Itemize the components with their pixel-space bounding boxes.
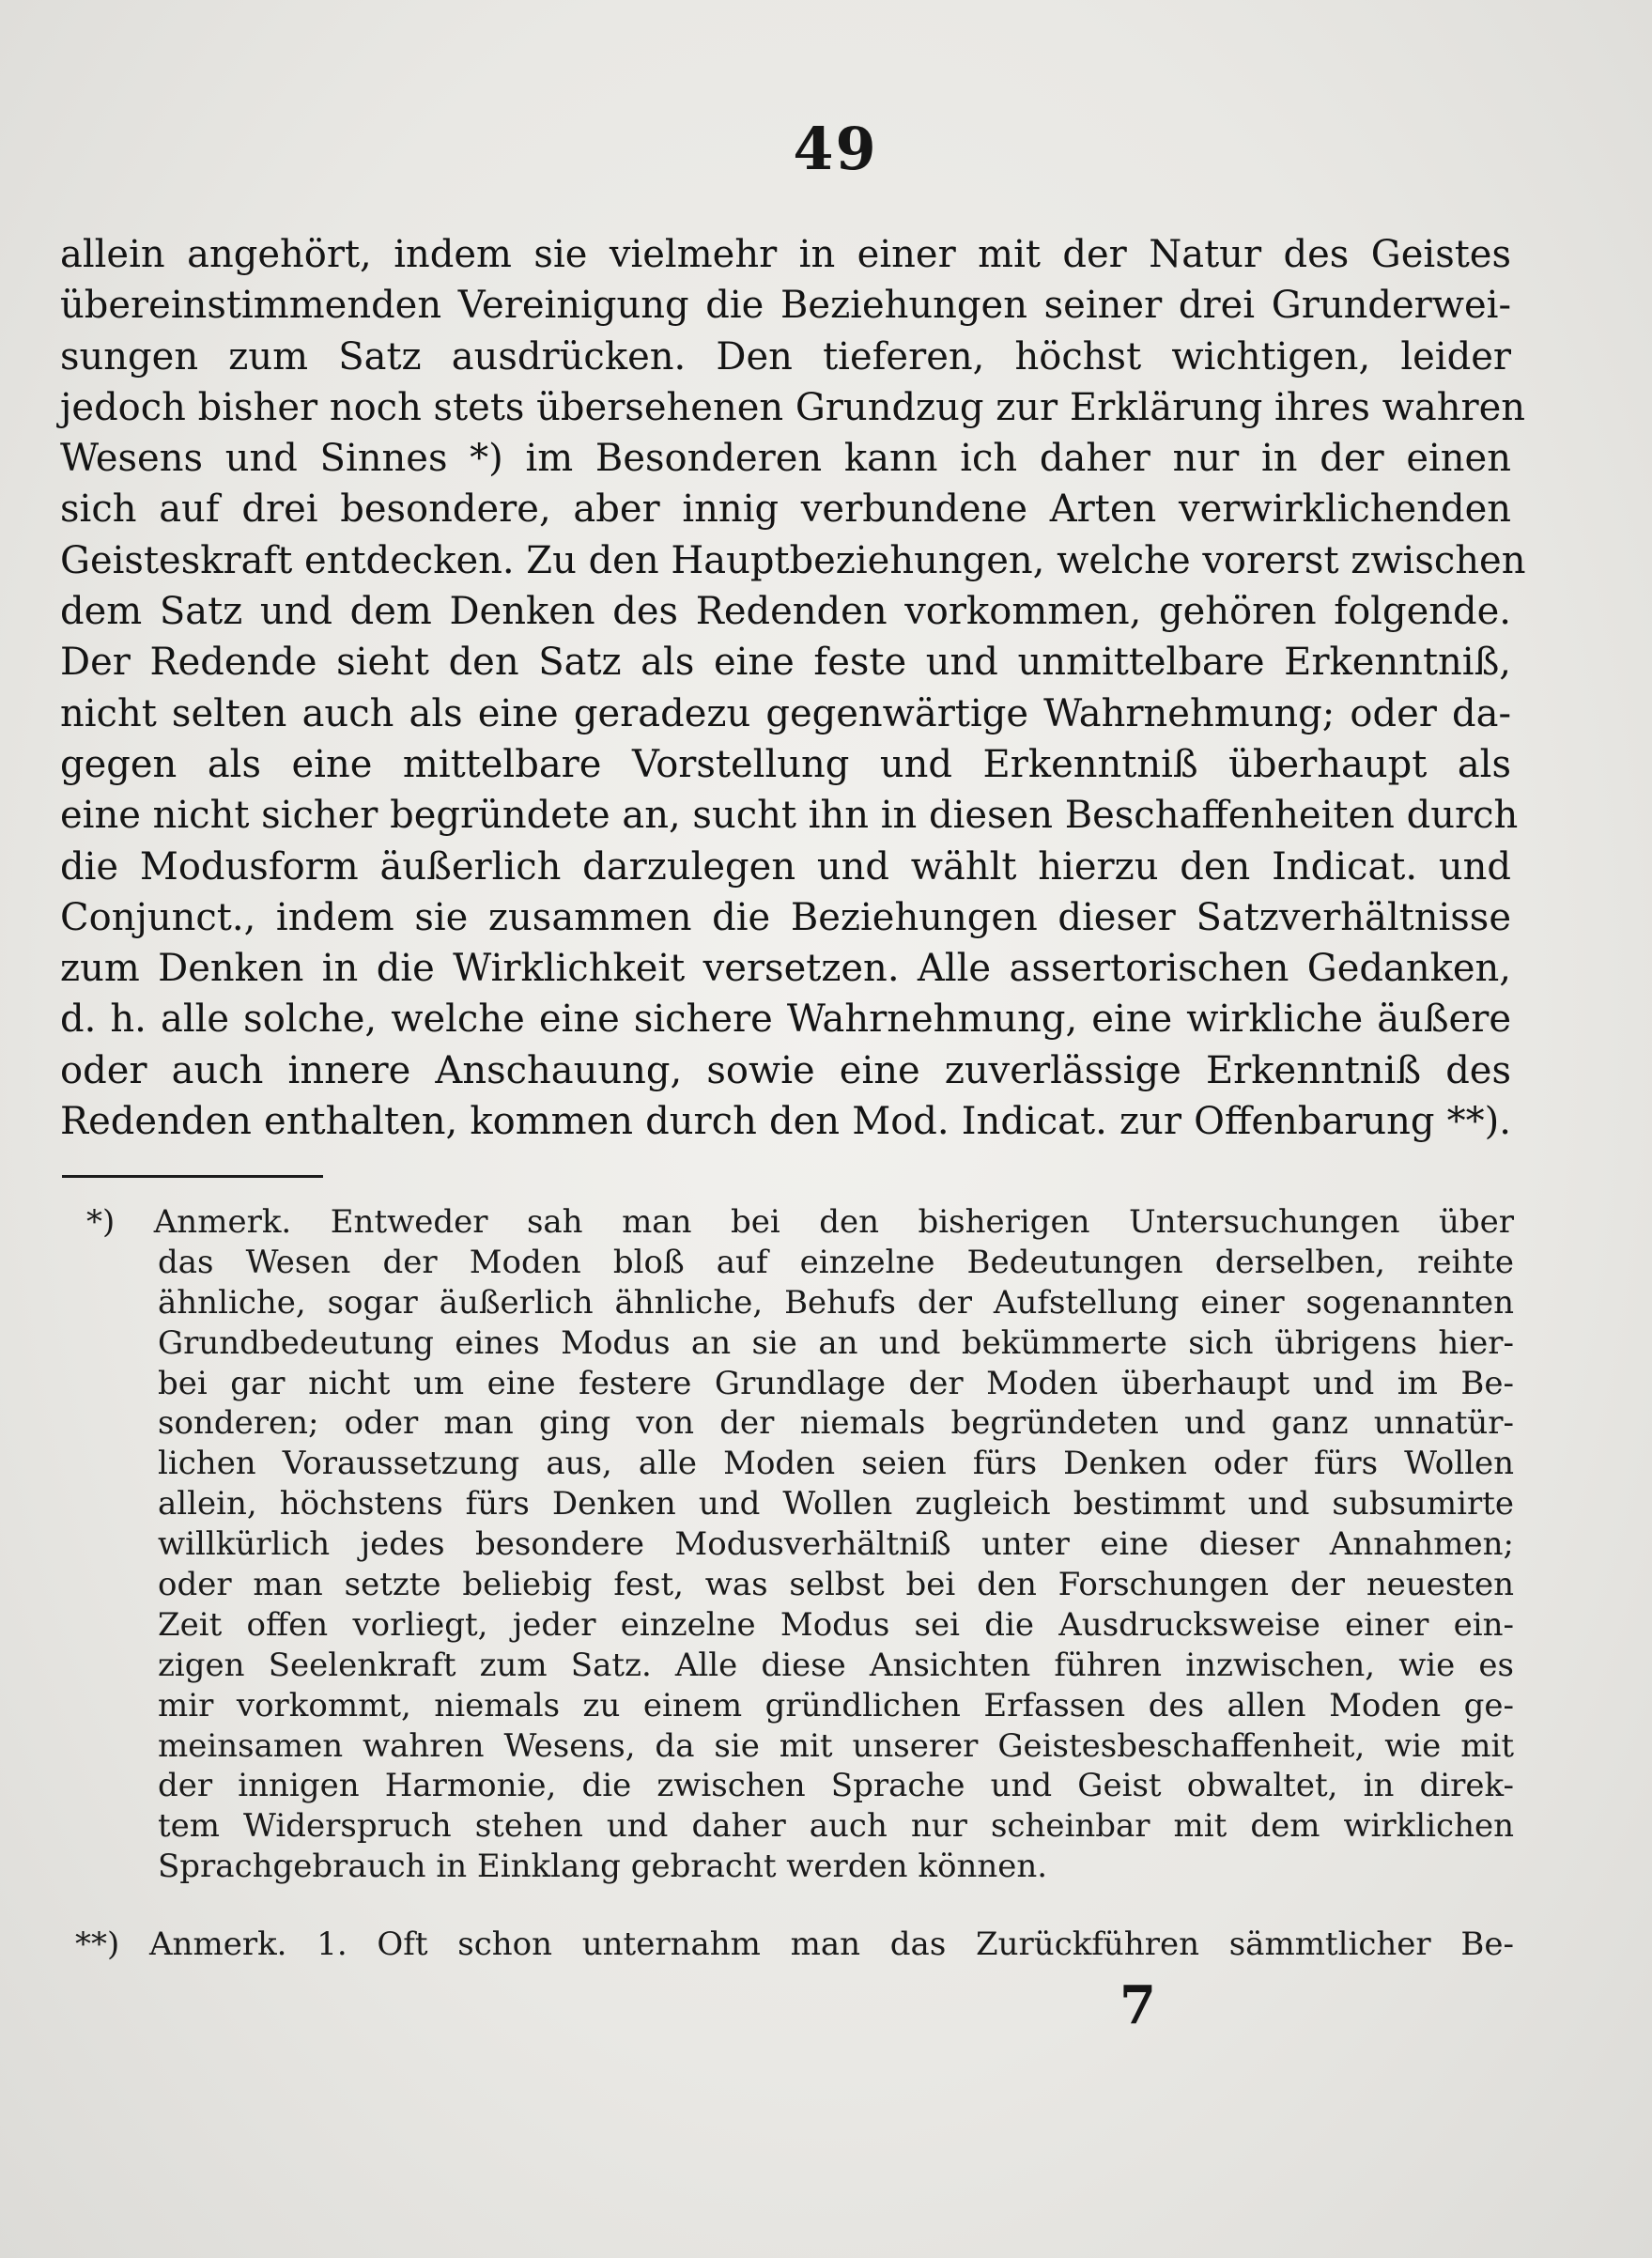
text-line: die Modusform äußerlich darzulegen und wählt hierzu den Indicat. und (60, 844, 1511, 889)
text-line: jedoch bisher noch stets übersehenen Grundzug zur Erklärung ihres wahren (60, 385, 1526, 429)
text-line: gegen als eine mittelbare Vorstellung und Erkenntniß überhaupt als (60, 742, 1511, 786)
footnote-line: *) Anmerk. Entweder sah man bei den bisherigen Untersuchungen über (86, 1203, 1514, 1241)
footnote-line: zigen Seelenkraft zum Satz. Alle diese Ansichten führen inzwischen, wie es (158, 1646, 1514, 1684)
footnote-2: **) Anmerk. 1. Oft schon unternahm man das Zurückführen sämmtlicher Be- (75, 1925, 1514, 1963)
text-line: eine nicht sicher begründete an, sucht ihn in diesen Beschaffenheiten durch (60, 794, 1519, 838)
text-line: nicht selten auch als eine geradezu gegenwärtige Wahrnehmung; oder da- (60, 691, 1511, 735)
footnote-line: tem Widerspruch stehen und daher auch nur scheinbar mit dem wirklichen (158, 1807, 1514, 1846)
footnote-line: ähnliche, sogar äußerlich ähnliche, Behufs der Aufstellung einer sogenannten (158, 1283, 1514, 1322)
footnote-line: bei gar nicht um eine festere Grundlage der Moden überhaupt und im Be- (158, 1364, 1514, 1402)
footnote-line: meinsamen wahren Wesens, da sie mit unserer Geistesbeschaffenheit, wie mit (158, 1726, 1514, 1765)
footnote-line: Zeit offen vorliegt, jeder einzelne Modus sei die Ausdrucksweise einer ein- (158, 1605, 1514, 1644)
footnote-line: oder man setzte beliebig fest, was selbst bei den Forschungen der neuesten (158, 1566, 1514, 1604)
text-line: sungen zum Satz ausdrücken. Den tieferen, höchst wichtigen, leider (60, 334, 1511, 379)
footnote-line: allein, höchstens fürs Denken und Wollen zugleich bestimmt und subsumirte (158, 1485, 1514, 1523)
footnote-line: mir vorkommt, niemals zu einem gründlichen Erfassen des allen Moden ge- (158, 1686, 1514, 1724)
footnote-separator (62, 1175, 323, 1178)
text-line: Redenden enthalten, kommen durch den Mod. Indicat. zur Offenbarung **). (60, 1100, 1511, 1144)
signature-mark: 7 (1119, 1974, 1156, 2036)
footnote-line: willkürlich jedes besondere Modusverhältniß unter eine dieser Annahmen; (158, 1525, 1514, 1564)
text-line: übereinstimmenden Vereinigung die Beziehungen seiner drei Grunderwei- (60, 284, 1511, 328)
text-line: oder auch innere Anschauung, sowie eine zuverlässige Erkenntniß des (60, 1048, 1511, 1092)
text-line: zum Denken in die Wirklichkeit versetzen. Alle assertorischen Gedanken, (60, 947, 1511, 991)
page-number: 49 (793, 115, 878, 183)
text-line: Der Redende sieht den Satz als eine feste und unmittelbare Erkenntniß, (60, 641, 1511, 685)
text-line: Conjunct., indem sie zusammen die Beziehungen dieser Satzverhältnisse (60, 895, 1511, 939)
text-line: Geisteskraft entdecken. Zu den Hauptbeziehungen, welche vorerst zwischen (60, 538, 1526, 582)
footnote-line: Sprachgebrauch in Einklang gebracht werden können. (158, 1848, 1048, 1886)
text-line: Wesens und Sinnes *) im Besonderen kann ich daher nur in der einen (60, 437, 1511, 481)
text-line: sich auf drei besondere, aber innig verbundene Arten verwirklichenden (60, 487, 1511, 532)
main-paragraph (60, 229, 1526, 1147)
text-line: allein angehört, indem sie vielmehr in einer mit der Natur des Geistes (60, 233, 1511, 276)
text-line: d. h. alle solche, welche eine sichere Wahrnehmung, eine wirkliche äußere (60, 998, 1511, 1042)
footnote-1 (68, 1202, 1514, 1887)
footnote-line: sonderen; oder man ging von der niemals begründeten und ganz unnatür- (158, 1404, 1514, 1443)
text-line: dem Satz und dem Denken des Redenden vorkommen, gehören folgende. (60, 590, 1511, 634)
footnote-line: das Wesen der Moden bloß auf einzelne Bedeutungen derselben, reihte (158, 1243, 1514, 1281)
footnote-line: Grundbedeutung eines Modus an sie an und bekümmerte sich übrigens hier- (158, 1323, 1514, 1362)
footnote-line: lichen Voraussetzung aus, alle Moden seien fürs Denken oder fürs Wollen (158, 1445, 1514, 1483)
footnote-line: der innigen Harmonie, die zwischen Sprache und Geist obwaltet, in direk- (158, 1767, 1514, 1805)
